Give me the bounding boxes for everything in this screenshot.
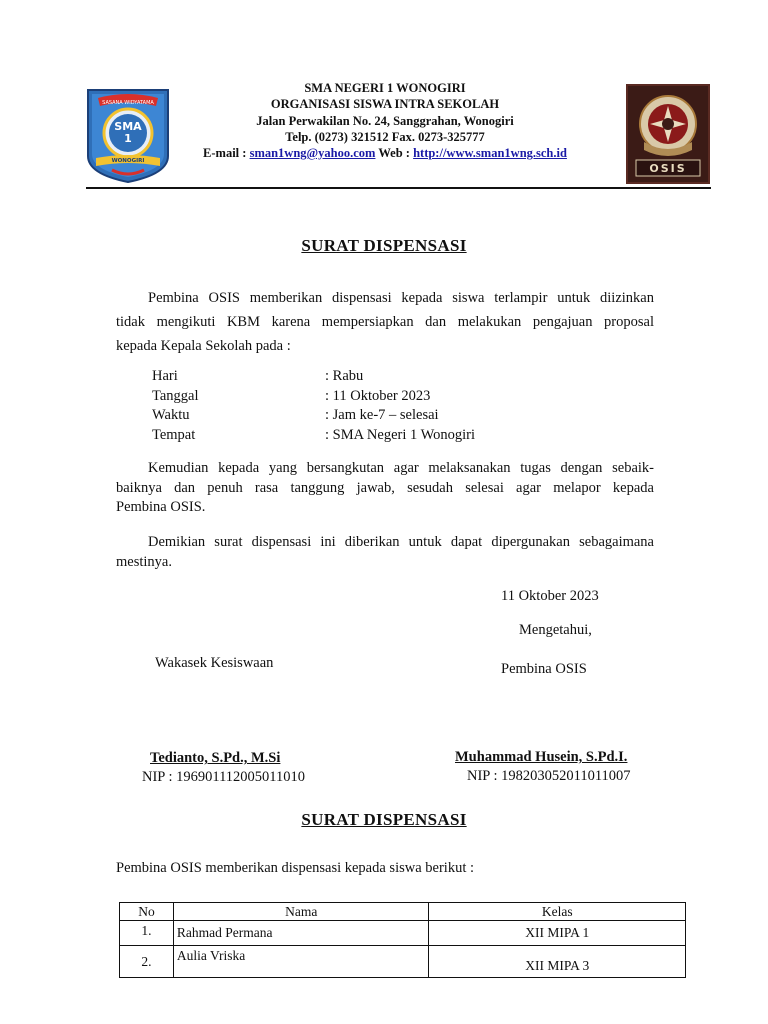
responsibility-paragraph <box>116 459 654 518</box>
letter-date: 11 Oktober 2023 <box>501 588 599 604</box>
school-phone: Telp. (0273) 321512 Fax. 0273-325777 <box>285 129 485 144</box>
letterhead <box>175 80 595 161</box>
second-letter-title: SURAT DISPENSASI <box>301 810 467 829</box>
opening-line-3: kepada Kepala Sekolah pada : <box>116 338 291 354</box>
emblem-banner-text: SASANA WIDYATAMA <box>102 100 154 106</box>
detail-row <box>152 406 475 426</box>
detail-row <box>152 426 475 446</box>
table-header-row <box>120 903 686 921</box>
details-list <box>152 367 475 445</box>
detail-label: Tempat <box>152 426 196 443</box>
detail-label: Tanggal <box>152 387 199 404</box>
letterhead-divider <box>86 187 711 189</box>
school-name: SMA NEGERI 1 WONOGIRI <box>304 81 466 95</box>
column-header-no: No <box>120 903 174 921</box>
right-signer-name: Muhammad Husein, S.Pd.I. <box>455 749 628 765</box>
school-emblem-icon <box>82 86 174 184</box>
detail-value: : Rabu <box>325 368 364 384</box>
responsibility-line-1: Kemudian kepada yang bersangkutan agar melaksanakan tugas dengan sebaik- <box>148 460 654 476</box>
osis-emblem-icon <box>626 84 710 184</box>
closing-line-1: Demikian surat dispensasi ini diberikan untuk dapat dipergunakan sebagaimana <box>148 534 654 550</box>
responsibility-line-2: baiknya dan penuh rasa tanggung jawab, sesudah selesai agar melapor kepada <box>116 479 654 496</box>
opening-line-2: tidak mengikuti KBM karena mempersiapkan dan melakukan pengajuan proposal <box>116 314 654 330</box>
cell-kelas: XII MIPA 1 <box>429 921 686 946</box>
emblem-text-city: WONOGIRI <box>111 158 145 164</box>
second-letter-intro: Pembina OSIS memberikan dispensasi kepada siswa berikut : <box>116 860 475 876</box>
web-link[interactable]: http://www.sman1wng.sch.id <box>413 146 567 161</box>
emblem-text-sma: SMA <box>114 120 142 133</box>
responsibility-line-3: Pembina OSIS. <box>116 499 206 515</box>
detail-row <box>152 367 475 387</box>
letter-title: SURAT DISPENSASI <box>301 236 467 255</box>
emblem-text-number: 1 <box>124 132 132 145</box>
detail-label: Hari <box>152 368 178 384</box>
left-signer-name: Tedianto, S.Pd., M.Si <box>150 750 281 766</box>
right-signer-nip: NIP : 198203052011011007 <box>467 768 631 784</box>
student-table <box>119 902 686 978</box>
cell-no: 1. <box>120 921 174 946</box>
closing-line-2: mestinya. <box>116 553 172 570</box>
web-label: Web : <box>375 146 414 161</box>
email-link[interactable]: sman1wng@yahoo.com <box>249 146 376 161</box>
left-signer-role: Wakasek Kesiswaan <box>155 655 274 671</box>
opening-line-1: Pembina OSIS memberikan dispensasi kepada siswa terlampir untuk diizinkan <box>148 290 654 306</box>
organization-name: ORGANISASI SISWA INTRA SEKOLAH <box>270 97 500 112</box>
cell-kelas: XII MIPA 3 <box>429 946 686 978</box>
detail-value: : SMA Negeri 1 Wonogiri <box>325 426 476 443</box>
detail-label: Waktu <box>152 407 190 423</box>
email-label: E-mail : <box>203 146 250 161</box>
column-header-nama: Nama <box>173 903 429 921</box>
right-signer-role: Pembina OSIS <box>501 661 587 677</box>
contact-line <box>175 145 595 161</box>
closing-paragraph <box>116 533 654 572</box>
osis-emblem-text: OSIS <box>649 162 687 175</box>
opening-paragraph <box>116 286 654 358</box>
cell-nama: Aulia Vriska <box>173 946 429 978</box>
detail-value: : 11 Oktober 2023 <box>325 387 431 404</box>
cell-nama: Rahmad Permana <box>173 921 429 946</box>
cell-no: 2. <box>120 946 174 978</box>
detail-row <box>152 387 475 407</box>
table-row <box>120 921 686 946</box>
column-header-kelas: Kelas <box>429 903 686 921</box>
detail-value: : Jam ke-7 – selesai <box>325 407 439 423</box>
left-signer-nip: NIP : 196901112005011010 <box>142 769 305 785</box>
table-row <box>120 946 686 978</box>
school-address: Jalan Perwakilan No. 24, Sanggrahan, Wonogiri <box>256 113 514 128</box>
acknowledge-text: Mengetahui, <box>519 622 592 638</box>
